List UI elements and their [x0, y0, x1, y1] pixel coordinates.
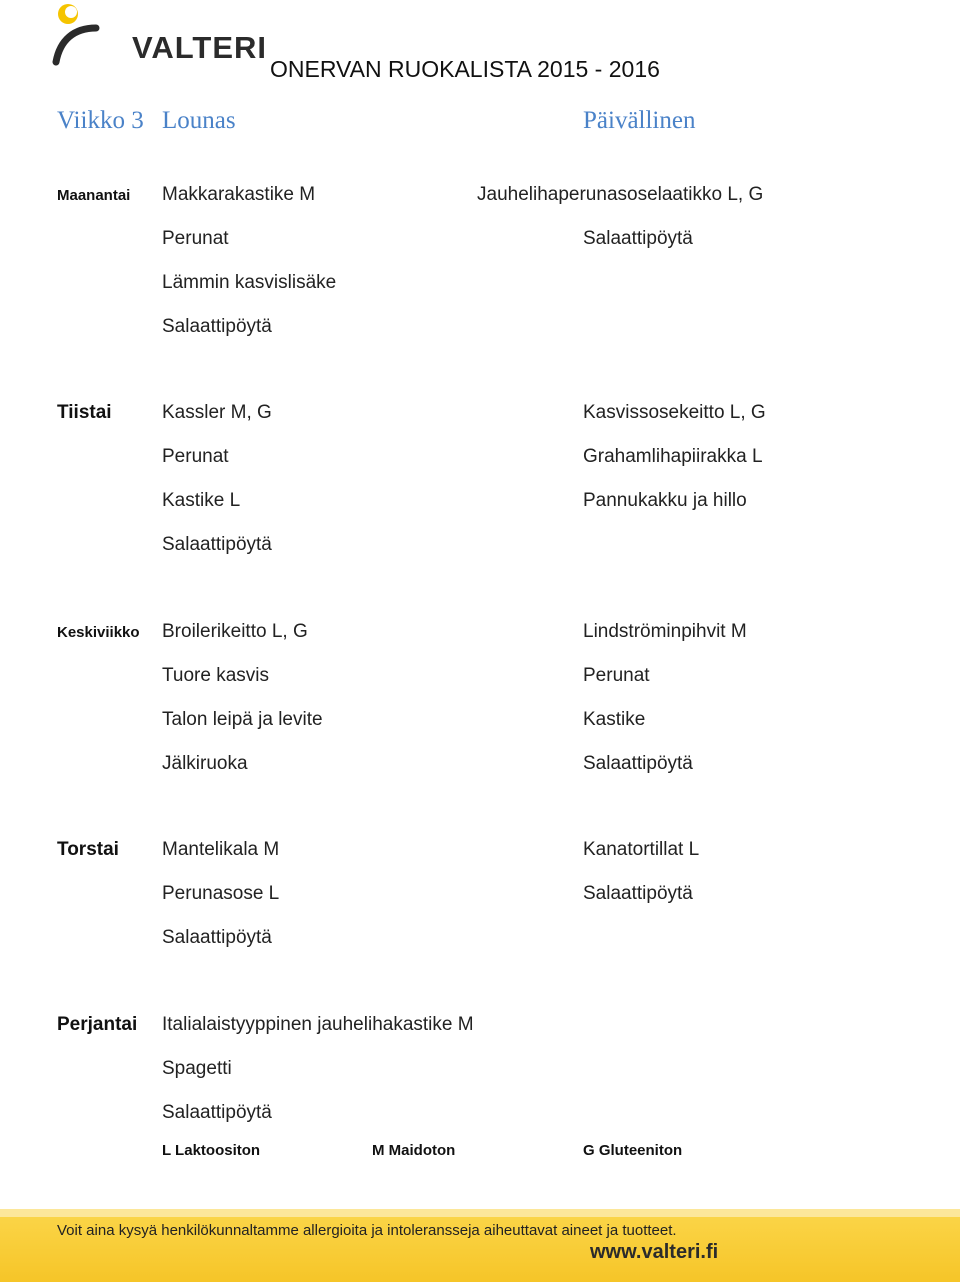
menu-item: Lämmin kasvislisäke — [162, 272, 337, 293]
legend-gluten-free: G Gluteeniton — [583, 1142, 683, 1159]
website-link[interactable]: www.valteri.fi — [590, 1241, 719, 1263]
footer-stripe — [0, 1209, 960, 1217]
menu-item: Kastike L — [162, 490, 241, 511]
menu-item: Salaattipöytä — [162, 927, 272, 948]
menu-item: Perunat — [583, 665, 650, 686]
menu-item: Lindströminpihvit M — [583, 621, 747, 642]
menu-item: Italialaistyyppinen jauhelihakastike M — [162, 1014, 474, 1035]
menu-item: Perunat — [162, 446, 229, 467]
menu-item: Broilerikeitto L, G — [162, 621, 308, 642]
monday-lunch-list — [162, 180, 336, 356]
menu-item: Salaattipöytä — [583, 228, 693, 249]
menu-item: Pannukakku ja hillo — [583, 490, 747, 511]
menu-item: Salaattipöytä — [583, 883, 693, 904]
monday-dinner-list — [477, 180, 763, 224]
wednesday-dinner-list — [583, 617, 747, 793]
menu-item: Salaattipöytä — [162, 316, 272, 337]
menu-item: Perunasose L — [162, 883, 280, 904]
menu-item: Perunat — [162, 228, 229, 249]
tuesday-dinner-list — [583, 398, 766, 530]
menu-item: Tuore kasvis — [162, 665, 269, 686]
valteri-logo — [52, 0, 268, 70]
menu-item: Salaattipöytä — [162, 1102, 272, 1123]
menu-item: Talon leipä ja levite — [162, 709, 323, 730]
menu-item: Jälkiruoka — [162, 753, 248, 774]
logo-text: VALTERI — [132, 30, 268, 65]
allergy-notice: Voit aina kysyä henkilökunnaltamme allergioita ja intoleransseja aiheuttavat aineet ja tuotteet. — [57, 1222, 677, 1239]
wednesday-lunch-list — [162, 617, 323, 793]
menu-item: Makkarakastike M — [162, 184, 316, 205]
tuesday-lunch-list — [162, 398, 272, 574]
menu-item: Kastike — [583, 709, 646, 730]
legend-lactose-free: L Laktoositon — [162, 1142, 261, 1159]
menu-item: Mantelikala M — [162, 839, 280, 860]
page-title: ONERVAN RUOKALISTA 2015 - 2016 — [270, 56, 660, 82]
menu-item: Salaattipöytä — [583, 753, 693, 774]
thursday-lunch-list — [162, 835, 279, 967]
legend-dairy-free: M Maidoton — [372, 1142, 456, 1159]
day-label-friday: Perjantai — [57, 1014, 138, 1035]
menu-item: Salaattipöytä — [162, 534, 272, 555]
dinner-heading: Päivällinen — [583, 107, 696, 134]
menu-item: Kanatortillat L — [583, 839, 700, 860]
footer-bar — [0, 1209, 960, 1282]
menu-item: Kasvissosekeitto L, G — [583, 402, 766, 423]
day-label-monday: Maanantai — [57, 187, 131, 204]
week-heading: Viikko 3 — [57, 107, 144, 134]
day-label-tuesday: Tiistai — [57, 402, 112, 423]
friday-lunch-list — [162, 1010, 474, 1142]
thursday-dinner-list — [583, 835, 699, 923]
menu-item: Jauhelihaperunasoselaatikko L, G — [477, 184, 764, 205]
menu-item: Spagetti — [162, 1058, 232, 1079]
day-label-thursday: Torstai — [57, 839, 119, 860]
day-label-wednesday: Keskiviikko — [57, 624, 140, 641]
lunch-heading: Lounas — [162, 107, 236, 134]
monday-dinner-list-2 — [583, 224, 693, 268]
menu-item: Grahamlihapiirakka L — [583, 446, 763, 467]
menu-item: Kassler M, G — [162, 402, 272, 423]
